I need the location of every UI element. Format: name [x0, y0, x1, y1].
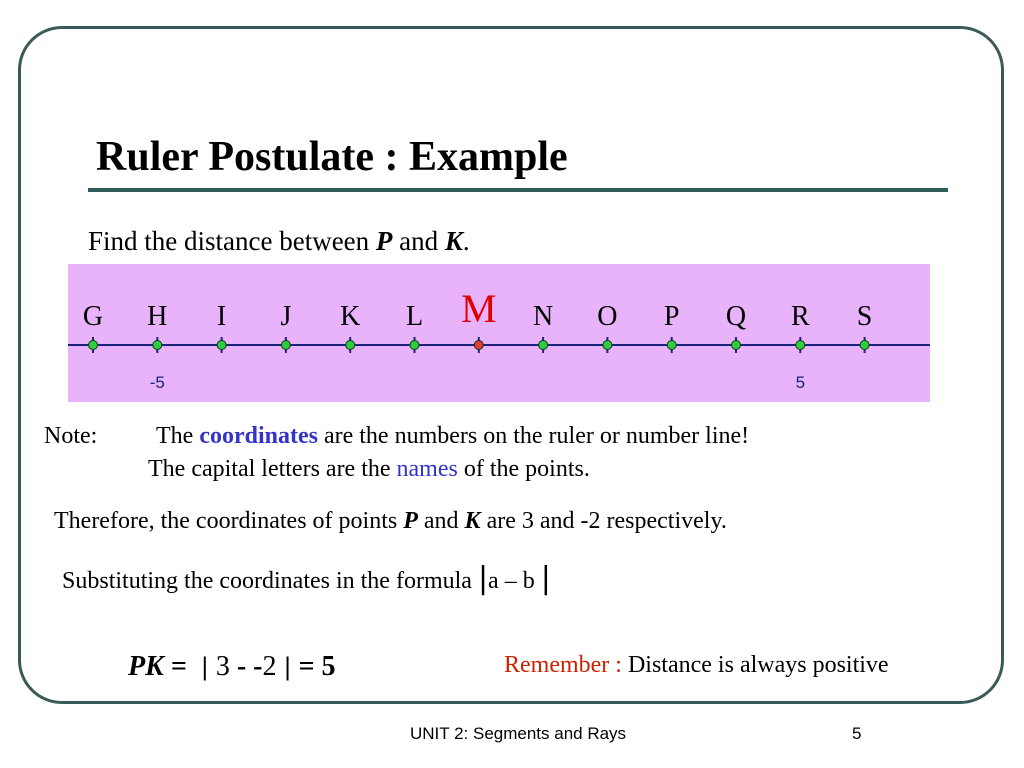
- point-k-dot: [346, 341, 355, 350]
- result-a: 3: [208, 651, 237, 682]
- result-rhs: = 5: [298, 651, 336, 682]
- question-point-k: K: [444, 226, 463, 256]
- note-label: Note:: [44, 423, 98, 449]
- point-g-label: G: [82, 301, 104, 332]
- slide-title: Ruler Postulate : Example: [96, 134, 568, 180]
- point-n-dot: [539, 341, 548, 350]
- point-j-dot: [281, 341, 290, 350]
- footer-page-number: 5: [852, 724, 862, 743]
- point-r-dot: [796, 341, 805, 350]
- point-r-label: R: [790, 301, 810, 332]
- result-lhs: PK =: [128, 651, 187, 682]
- therefore-a: Therefore, the coordinates of points: [54, 508, 404, 534]
- remember-text: [504, 650, 889, 680]
- result-bar-left: |: [200, 653, 209, 681]
- point-o-label: O: [597, 301, 618, 332]
- point-h-dot: [153, 341, 162, 350]
- coordinate-label: 5: [795, 373, 806, 392]
- point-h-label: H: [147, 301, 168, 332]
- point-l-dot: [410, 341, 419, 350]
- point-i-label: I: [216, 301, 227, 332]
- title-underline: [88, 188, 948, 192]
- remember-label: Remember :: [504, 652, 628, 678]
- point-n-label: N: [532, 301, 554, 332]
- result-b: 2: [262, 651, 277, 682]
- remember-body: Distance is always positive: [627, 652, 889, 678]
- point-s-label: S: [856, 301, 873, 332]
- therefore-b: are 3 and -2 respectively.: [480, 508, 727, 534]
- footer-unit: UNIT 2: Segments and Rays: [410, 724, 627, 743]
- abs-bar-right: |: [540, 561, 551, 596]
- point-q-dot: [732, 341, 741, 350]
- point-p-dot: [667, 341, 676, 350]
- note-line-1: [156, 421, 749, 451]
- point-g-dot: [89, 341, 98, 350]
- question-point-p: P: [375, 226, 393, 256]
- point-j-label: J: [280, 301, 292, 332]
- note-line-1-c: are the numbers on the ruler or number line!: [317, 423, 750, 449]
- point-m-dot: [474, 341, 483, 350]
- question-and: and: [392, 226, 445, 256]
- note-keyword-coordinates: coordinates: [199, 423, 318, 449]
- number-line: [68, 264, 930, 402]
- number-line-panel: [68, 264, 930, 402]
- question-prefix: Find the distance between: [88, 226, 376, 256]
- abs-bar-left: |: [477, 561, 489, 596]
- result-op: - -: [236, 651, 263, 682]
- question-text: [88, 225, 470, 257]
- result-equation: [128, 650, 336, 684]
- therefore-text: [54, 506, 727, 536]
- point-s-dot: [860, 341, 869, 350]
- point-q-label: Q: [725, 301, 747, 332]
- note-line-2: [148, 454, 590, 484]
- point-i-dot: [217, 341, 226, 350]
- therefore-point-p: P: [403, 508, 418, 534]
- substituting-lead: Substituting the coordinates in the formula: [62, 568, 478, 594]
- substituting-text: [62, 561, 551, 596]
- question-suffix: .: [462, 226, 470, 256]
- note-line-2-a: The capital letters are the: [148, 456, 397, 482]
- note-line-2-c: of the points.: [457, 456, 590, 482]
- point-k-label: K: [340, 301, 361, 332]
- therefore-point-k: K: [464, 508, 481, 534]
- result-bar-right: |: [283, 653, 292, 681]
- point-o-dot: [603, 341, 612, 350]
- point-p-label: P: [663, 301, 680, 332]
- coordinate-label: -5: [149, 373, 165, 392]
- therefore-and: and: [417, 508, 465, 534]
- note-keyword-names: names: [396, 456, 458, 482]
- point-l-label: L: [405, 301, 424, 332]
- point-m-label: M: [461, 286, 497, 331]
- formula-text: a – b: [488, 568, 541, 594]
- note-line-1-a: The: [156, 423, 200, 449]
